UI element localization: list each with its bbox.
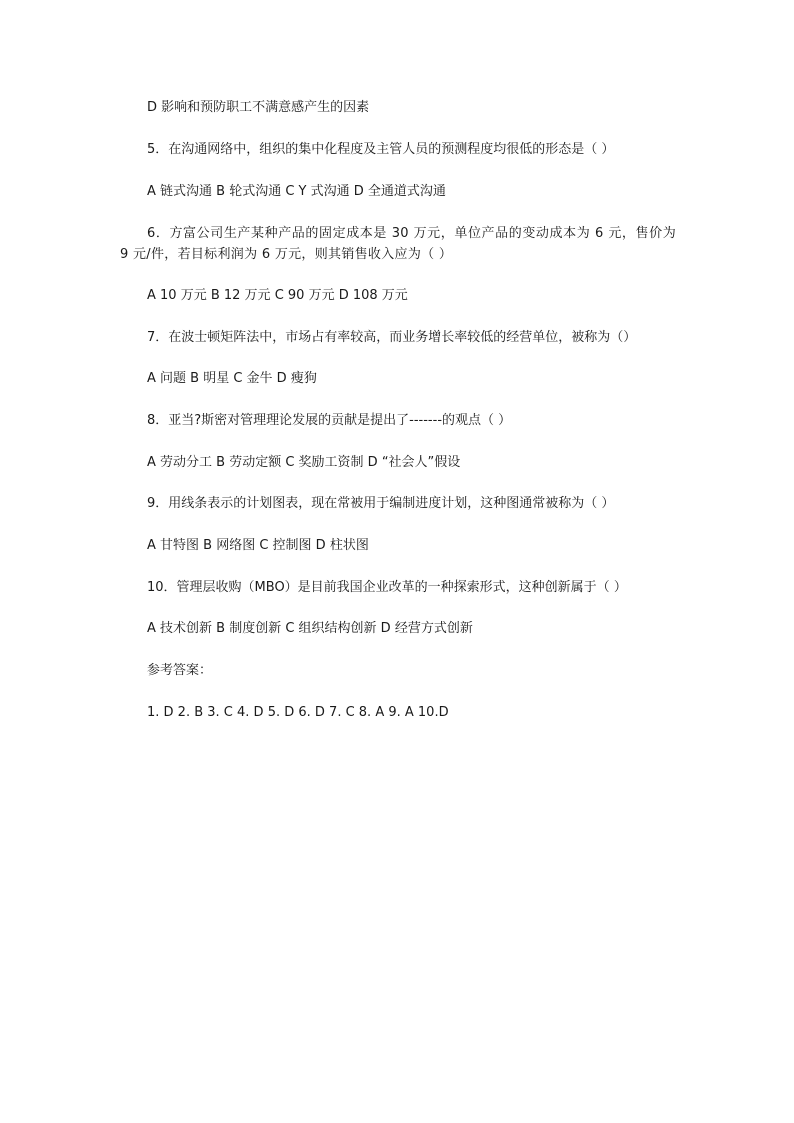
options-5: A 链式沟通 B 轮式沟通 C Y 式沟通 D 全通道式沟通	[147, 184, 446, 199]
answer-heading: 参考答案：	[147, 663, 213, 678]
question-6: 6．方富公司生产某种产品的固定成本是 30 万元，单位产品的变动成本为 6 元，售价为 9 元/件，若目标利润为 6 万元，则其销售收入应为（ ）	[120, 226, 676, 262]
question-7: 7．在波士顿矩阵法中，市场占有率较高，而业务增长率较低的经营单位，被称为（）	[147, 330, 637, 345]
options-10: A 技术创新 B 制度创新 C 组织结构创新 D 经营方式创新	[147, 621, 473, 636]
options-9: A 甘特图 B 网络图 C 控制图 D 柱状图	[147, 538, 369, 553]
option-line-d: D 影响和预防职工不满意感产生的因素	[147, 100, 370, 115]
question-9: 9．用线条表示的计划图表，现在常被用于编制进度计划，这种图通常被称为（ ）	[147, 496, 615, 511]
answer-key: 1. D 2. B 3. C 4. D 5. D 6. D 7. C 8. A 9. A 10.D	[147, 705, 449, 720]
options-7: A 问题 B 明星 C 金牛 D 瘦狗	[147, 371, 317, 386]
question-5: 5．在沟通网络中，组织的集中化程度及主管人员的预测程度均很低的形态是（ ）	[147, 142, 615, 157]
question-8: 8．亚当?斯密对管理理论发展的贡献是提出了-------的观点（ ）	[147, 413, 512, 428]
options-6: A 10 万元 B 12 万元 C 90 万元 D 108 万元	[147, 288, 408, 303]
question-10: 10．管理层收购（MBO）是目前我国企业改革的一种探索形式，这种创新属于（ ）	[147, 580, 627, 595]
options-8: A 劳动分工 B 劳动定额 C 奖励工资制 D “社会人”假设	[147, 455, 461, 470]
